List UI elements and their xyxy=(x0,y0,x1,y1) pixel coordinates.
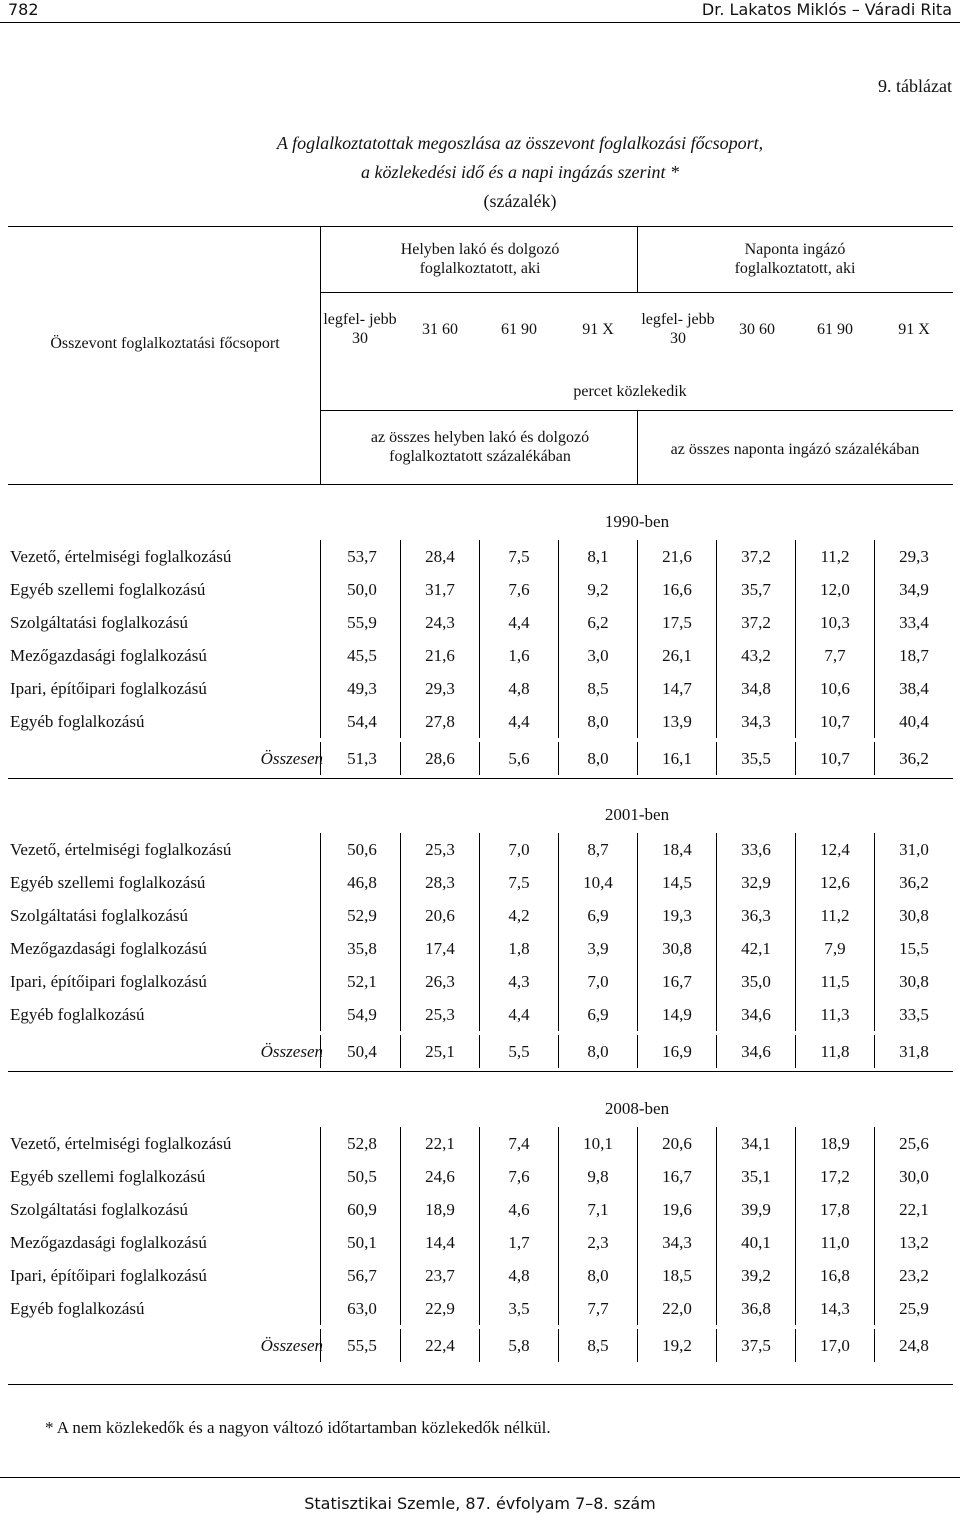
title-line-1: A foglalkoztatottak megoszlása az összevont foglalkozási főcsoport, xyxy=(276,133,764,153)
table-row xyxy=(8,1193,953,1226)
table-cell: 54,9 xyxy=(347,1005,377,1024)
table-cell: 8,5 xyxy=(587,1336,609,1355)
table-cell: 17,0 xyxy=(820,1336,850,1355)
rule-table-bottom xyxy=(8,1384,953,1385)
table-cell: 8,1 xyxy=(587,547,609,566)
table-cell: 26,3 xyxy=(425,972,455,991)
section-rule xyxy=(8,1071,953,1072)
table-cell: 52,1 xyxy=(347,972,377,991)
running-authors: Dr. Lakatos Miklós – Váradi Rita xyxy=(701,0,952,19)
table-cell: 22,9 xyxy=(425,1299,455,1318)
table-number: 9. táblázat xyxy=(878,76,952,96)
table-cell: 23,2 xyxy=(899,1266,929,1285)
table-row xyxy=(8,639,953,672)
table-cell: 4,2 xyxy=(508,906,530,925)
page-number: 782 xyxy=(8,0,39,19)
table-row xyxy=(8,1160,953,1193)
table-cell: 55,9 xyxy=(347,613,377,632)
table-cell: 17,4 xyxy=(425,939,455,958)
table-cell: 25,3 xyxy=(425,1005,455,1024)
row-label: Szolgáltatási foglalkozású xyxy=(10,1200,188,1219)
table-cell: 8,0 xyxy=(587,1042,609,1061)
table-cell: 34,6 xyxy=(741,1005,771,1024)
group-header-local: Helyben lakó és dolgozó foglalkoztatott, aki xyxy=(400,241,560,277)
table-cell: 35,7 xyxy=(741,580,771,599)
table-cell: 18,9 xyxy=(425,1200,455,1219)
table-cell: 52,8 xyxy=(347,1134,377,1153)
table-cell: 21,6 xyxy=(662,547,692,566)
table-cell: 45,5 xyxy=(347,646,377,665)
table-cell: 31,8 xyxy=(899,1042,929,1061)
table-cell: 7,7 xyxy=(587,1299,609,1318)
table-cell: 7,9 xyxy=(824,939,846,958)
table-cell: 37,2 xyxy=(741,547,771,566)
table-row xyxy=(8,899,953,932)
row-label: Ipari, építőipari foglalkozású xyxy=(10,972,207,991)
table-cell: 50,1 xyxy=(347,1233,377,1252)
table-cell: 52,9 xyxy=(347,906,377,925)
table-cell: 34,9 xyxy=(899,580,929,599)
table-cell: 14,9 xyxy=(662,1005,692,1024)
cell-separator xyxy=(320,1292,321,1325)
basis-local: az összes helyben lakó és dolgozó foglalkoztatott százalékában xyxy=(370,429,590,465)
table-cell: 10,6 xyxy=(820,679,850,698)
table-cell: 3,0 xyxy=(587,646,609,665)
rule-basis-split xyxy=(637,410,638,484)
table-unit: (százalék) xyxy=(483,191,557,211)
rule-minutes-bottom xyxy=(320,410,953,411)
running-footer: Statisztikai Szemle, 87. évfolyam 7–8. szám xyxy=(304,1494,656,1513)
table-cell: 8,0 xyxy=(587,1266,609,1285)
table-cell: 15,5 xyxy=(899,939,929,958)
table-cell: 55,5 xyxy=(347,1336,377,1355)
table-cell: 10,1 xyxy=(583,1134,613,1153)
col-header-1: legfel- jebb 30 xyxy=(323,311,397,347)
table-cell: 4,4 xyxy=(508,1005,530,1024)
table-row xyxy=(8,1292,953,1325)
table-cell: 12,0 xyxy=(820,580,850,599)
table-cell: 25,1 xyxy=(425,1042,455,1061)
cell-separator xyxy=(320,1127,321,1160)
table-cell: 39,2 xyxy=(741,1266,771,1285)
row-label: Egyéb foglalkozású xyxy=(10,1005,145,1024)
rule-footer xyxy=(0,1477,960,1478)
table-cell: 34,6 xyxy=(741,1042,771,1061)
row-label: Vezető, értelmiségi foglalkozású xyxy=(10,547,232,566)
group-header-commuter: Naponta ingázó foglalkoztatott, aki xyxy=(734,241,856,277)
table-cell: 30,8 xyxy=(899,972,929,991)
table-cell: 38,4 xyxy=(899,679,929,698)
section-year: 2008-ben xyxy=(604,1099,670,1118)
rule-header-bottom xyxy=(8,484,953,485)
table-cell: 1,8 xyxy=(508,939,530,958)
table-cell: 22,4 xyxy=(425,1336,455,1355)
table-cell: 14,4 xyxy=(425,1233,455,1252)
table-cell: 23,7 xyxy=(425,1266,455,1285)
table-cell: 27,8 xyxy=(425,712,455,731)
minutes-label: percet közlekedik xyxy=(573,383,687,400)
rule-stub xyxy=(320,227,321,484)
table-cell: 37,5 xyxy=(741,1336,771,1355)
cell-separator xyxy=(320,833,321,866)
table-cell: 18,9 xyxy=(820,1134,850,1153)
table-cell: 31,0 xyxy=(899,840,929,859)
table-cell: 6,2 xyxy=(587,613,609,632)
row-label: Mezőgazdasági foglalkozású xyxy=(10,939,207,958)
table-cell: 19,3 xyxy=(662,906,692,925)
table-cell: 43,2 xyxy=(741,646,771,665)
row-label: Szolgáltatási foglalkozású xyxy=(10,613,188,632)
table-cell: 39,9 xyxy=(741,1200,771,1219)
table-row xyxy=(8,540,953,573)
cell-separator xyxy=(320,672,321,705)
title-line-2: a közlekedési idő és a napi ingázás szerint * xyxy=(361,162,679,182)
table-total-row xyxy=(8,1329,953,1362)
table-cell: 25,3 xyxy=(425,840,455,859)
row-label: Ipari, építőipari foglalkozású xyxy=(10,679,207,698)
table-cell: 5,5 xyxy=(508,1042,530,1061)
table-cell: 11,3 xyxy=(820,1005,850,1024)
table-cell: 35,5 xyxy=(741,749,771,768)
table-cell: 53,7 xyxy=(347,547,377,566)
table-cell: 11,0 xyxy=(820,1233,850,1252)
table-cell: 3,5 xyxy=(508,1299,530,1318)
table-title xyxy=(140,129,900,216)
table-cell: 11,8 xyxy=(820,1042,850,1061)
table-cell: 9,8 xyxy=(587,1167,609,1186)
table-cell: 40,4 xyxy=(899,712,929,731)
table-cell: 1,6 xyxy=(508,646,530,665)
table-cell: 22,1 xyxy=(425,1134,455,1153)
table-cell: 8,0 xyxy=(587,749,609,768)
footnote: * A nem közlekedők és a nagyon változó időtartamban közlekedők nélkül. xyxy=(45,1418,551,1437)
table-cell: 22,1 xyxy=(899,1200,929,1219)
section-rule xyxy=(8,778,953,779)
running-header xyxy=(0,0,960,23)
col-header-2: 31 60 xyxy=(422,321,458,338)
table-cell: 36,2 xyxy=(899,749,929,768)
table-cell: 29,3 xyxy=(899,547,929,566)
table-cell: 14,3 xyxy=(820,1299,850,1318)
table-cell: 8,5 xyxy=(587,679,609,698)
table-cell: 54,4 xyxy=(347,712,377,731)
total-label: Összesen xyxy=(260,749,323,768)
cell-separator xyxy=(320,899,321,932)
table-cell: 56,7 xyxy=(347,1266,377,1285)
row-label: Egyéb foglalkozású xyxy=(10,1299,145,1318)
rule-top xyxy=(8,226,953,227)
table-cell: 21,6 xyxy=(425,646,455,665)
table-cell: 8,7 xyxy=(587,840,609,859)
total-label: Összesen xyxy=(260,1336,323,1355)
table-cell: 17,8 xyxy=(820,1200,850,1219)
section-year: 2001-ben xyxy=(604,805,670,824)
table-cell: 49,3 xyxy=(347,679,377,698)
cell-separator xyxy=(320,573,321,606)
row-label: Egyéb szellemi foglalkozású xyxy=(10,873,206,892)
col-header-4: 91 X xyxy=(582,321,614,338)
table-cell: 11,2 xyxy=(820,547,850,566)
table-cell: 30,0 xyxy=(899,1167,929,1186)
table-cell: 51,3 xyxy=(347,749,377,768)
row-header: Összevont foglalkoztatási főcsoport xyxy=(50,335,280,352)
table-row xyxy=(8,1127,953,1160)
table-cell: 35,1 xyxy=(741,1167,771,1186)
table-cell: 34,3 xyxy=(662,1233,692,1252)
table-cell: 26,1 xyxy=(662,646,692,665)
rule-group-bottom xyxy=(320,292,953,293)
table-cell: 11,2 xyxy=(820,906,850,925)
table-cell: 1,7 xyxy=(508,1233,530,1252)
table-cell: 7,5 xyxy=(508,873,530,892)
table-cell: 5,6 xyxy=(508,749,530,768)
table-row xyxy=(8,965,953,998)
table-cell: 35,0 xyxy=(741,972,771,991)
row-label: Egyéb foglalkozású xyxy=(10,712,145,731)
rule-group-split xyxy=(637,227,638,292)
row-label: Egyéb szellemi foglalkozású xyxy=(10,580,206,599)
row-label: Egyéb szellemi foglalkozású xyxy=(10,1167,206,1186)
cell-separator xyxy=(320,1226,321,1259)
table-cell: 10,7 xyxy=(820,749,850,768)
table-cell: 16,1 xyxy=(662,749,692,768)
cell-separator xyxy=(320,1259,321,1292)
table-cell: 24,6 xyxy=(425,1167,455,1186)
table-cell: 34,8 xyxy=(741,679,771,698)
table-cell: 4,3 xyxy=(508,972,530,991)
table-cell: 13,9 xyxy=(662,712,692,731)
table-cell: 6,9 xyxy=(587,906,609,925)
cell-separator xyxy=(320,540,321,573)
row-label: Mezőgazdasági foglalkozású xyxy=(10,1233,207,1252)
table-cell: 10,3 xyxy=(820,613,850,632)
table-cell: 16,6 xyxy=(662,580,692,599)
table-cell: 25,9 xyxy=(899,1299,929,1318)
table-cell: 17,5 xyxy=(662,613,692,632)
table-row xyxy=(8,1226,953,1259)
table-cell: 16,7 xyxy=(662,972,692,991)
table-cell: 14,5 xyxy=(662,873,692,892)
table-cell: 32,9 xyxy=(741,873,771,892)
total-label: Összesen xyxy=(260,1042,323,1061)
table-cell: 16,8 xyxy=(820,1266,850,1285)
col-header-8: 91 X xyxy=(898,321,930,338)
table-cell: 37,2 xyxy=(741,613,771,632)
table-cell: 34,3 xyxy=(741,712,771,731)
row-label: Vezető, értelmiségi foglalkozású xyxy=(10,840,232,859)
cell-separator xyxy=(320,606,321,639)
col-header-7: 61 90 xyxy=(817,321,853,338)
table-cell: 28,3 xyxy=(425,873,455,892)
table-row xyxy=(8,833,953,866)
table-cell: 30,8 xyxy=(899,906,929,925)
table-cell: 33,4 xyxy=(899,613,929,632)
table-cell: 35,8 xyxy=(347,939,377,958)
table-row xyxy=(8,672,953,705)
table-cell: 12,6 xyxy=(820,873,850,892)
col-header-5: legfel- jebb 30 xyxy=(641,311,715,347)
cell-separator xyxy=(320,866,321,899)
basis-commuter: az összes naponta ingázó százalékában xyxy=(670,441,920,458)
table-cell: 14,7 xyxy=(662,679,692,698)
table-cell: 7,0 xyxy=(508,840,530,859)
table-cell: 36,8 xyxy=(741,1299,771,1318)
table-cell: 31,7 xyxy=(425,580,455,599)
cell-separator xyxy=(320,1193,321,1226)
table-row xyxy=(8,1259,953,1292)
table-cell: 36,2 xyxy=(899,873,929,892)
col-header-6: 30 60 xyxy=(739,321,775,338)
table-cell: 9,2 xyxy=(587,580,609,599)
table-cell: 42,1 xyxy=(741,939,771,958)
table-cell: 6,9 xyxy=(587,1005,609,1024)
table-cell: 18,5 xyxy=(662,1266,692,1285)
table-cell: 13,2 xyxy=(899,1233,929,1252)
table-cell: 18,4 xyxy=(662,840,692,859)
table-cell: 33,5 xyxy=(899,1005,929,1024)
row-label: Vezető, értelmiségi foglalkozású xyxy=(10,1134,232,1153)
cell-separator xyxy=(320,639,321,672)
table-cell: 7,6 xyxy=(508,580,530,599)
table-cell: 33,6 xyxy=(741,840,771,859)
table-row xyxy=(8,705,953,738)
table-cell: 10,4 xyxy=(583,873,613,892)
table-cell: 10,7 xyxy=(820,712,850,731)
table-cell: 22,0 xyxy=(662,1299,692,1318)
table-cell: 40,1 xyxy=(741,1233,771,1252)
col-header-3: 61 90 xyxy=(501,321,537,338)
table-cell: 7,5 xyxy=(508,547,530,566)
table-cell: 60,9 xyxy=(347,1200,377,1219)
section-year: 1990-ben xyxy=(604,512,670,531)
table-cell: 18,7 xyxy=(899,646,929,665)
table-cell: 50,4 xyxy=(347,1042,377,1061)
table-cell: 8,0 xyxy=(587,712,609,731)
table-total-row xyxy=(8,1035,953,1068)
table-cell: 24,3 xyxy=(425,613,455,632)
table-cell: 12,4 xyxy=(820,840,850,859)
table-cell: 4,6 xyxy=(508,1200,530,1219)
table-cell: 19,2 xyxy=(662,1336,692,1355)
table-row xyxy=(8,932,953,965)
table-cell: 25,6 xyxy=(899,1134,929,1153)
table-cell: 4,4 xyxy=(508,712,530,731)
cell-separator xyxy=(320,998,321,1031)
table-cell: 34,1 xyxy=(741,1134,771,1153)
table-cell: 7,4 xyxy=(508,1134,530,1153)
row-label: Ipari, építőipari foglalkozású xyxy=(10,1266,207,1285)
table-total-row xyxy=(8,742,953,775)
table-cell: 2,3 xyxy=(587,1233,609,1252)
table-cell: 7,1 xyxy=(587,1200,609,1219)
table-cell: 28,4 xyxy=(425,547,455,566)
table-cell: 5,8 xyxy=(508,1336,530,1355)
cell-separator xyxy=(320,965,321,998)
table-row xyxy=(8,573,953,606)
table-cell: 11,5 xyxy=(820,972,850,991)
table-cell: 19,6 xyxy=(662,1200,692,1219)
table-cell: 20,6 xyxy=(425,906,455,925)
table-cell: 50,0 xyxy=(347,580,377,599)
table-cell: 4,4 xyxy=(508,613,530,632)
table-cell: 63,0 xyxy=(347,1299,377,1318)
row-label: Szolgáltatási foglalkozású xyxy=(10,906,188,925)
table-cell: 20,6 xyxy=(662,1134,692,1153)
cell-separator xyxy=(320,705,321,738)
table-cell: 7,6 xyxy=(508,1167,530,1186)
table-cell: 30,8 xyxy=(662,939,692,958)
table-cell: 16,9 xyxy=(662,1042,692,1061)
table-cell: 28,6 xyxy=(425,749,455,768)
table-cell: 46,8 xyxy=(347,873,377,892)
table-cell: 50,6 xyxy=(347,840,377,859)
table-cell: 3,9 xyxy=(587,939,609,958)
table-row xyxy=(8,998,953,1031)
table-cell: 24,8 xyxy=(899,1336,929,1355)
table-cell: 36,3 xyxy=(741,906,771,925)
cell-separator xyxy=(320,1160,321,1193)
table-cell: 16,7 xyxy=(662,1167,692,1186)
table-cell: 4,8 xyxy=(508,679,530,698)
table-row xyxy=(8,606,953,639)
cell-separator xyxy=(320,932,321,965)
table-cell: 50,5 xyxy=(347,1167,377,1186)
table-cell: 4,8 xyxy=(508,1266,530,1285)
table-cell: 7,7 xyxy=(824,646,846,665)
row-label: Mezőgazdasági foglalkozású xyxy=(10,646,207,665)
table-cell: 7,0 xyxy=(587,972,609,991)
table-cell: 17,2 xyxy=(820,1167,850,1186)
table-row xyxy=(8,866,953,899)
table-cell: 29,3 xyxy=(425,679,455,698)
